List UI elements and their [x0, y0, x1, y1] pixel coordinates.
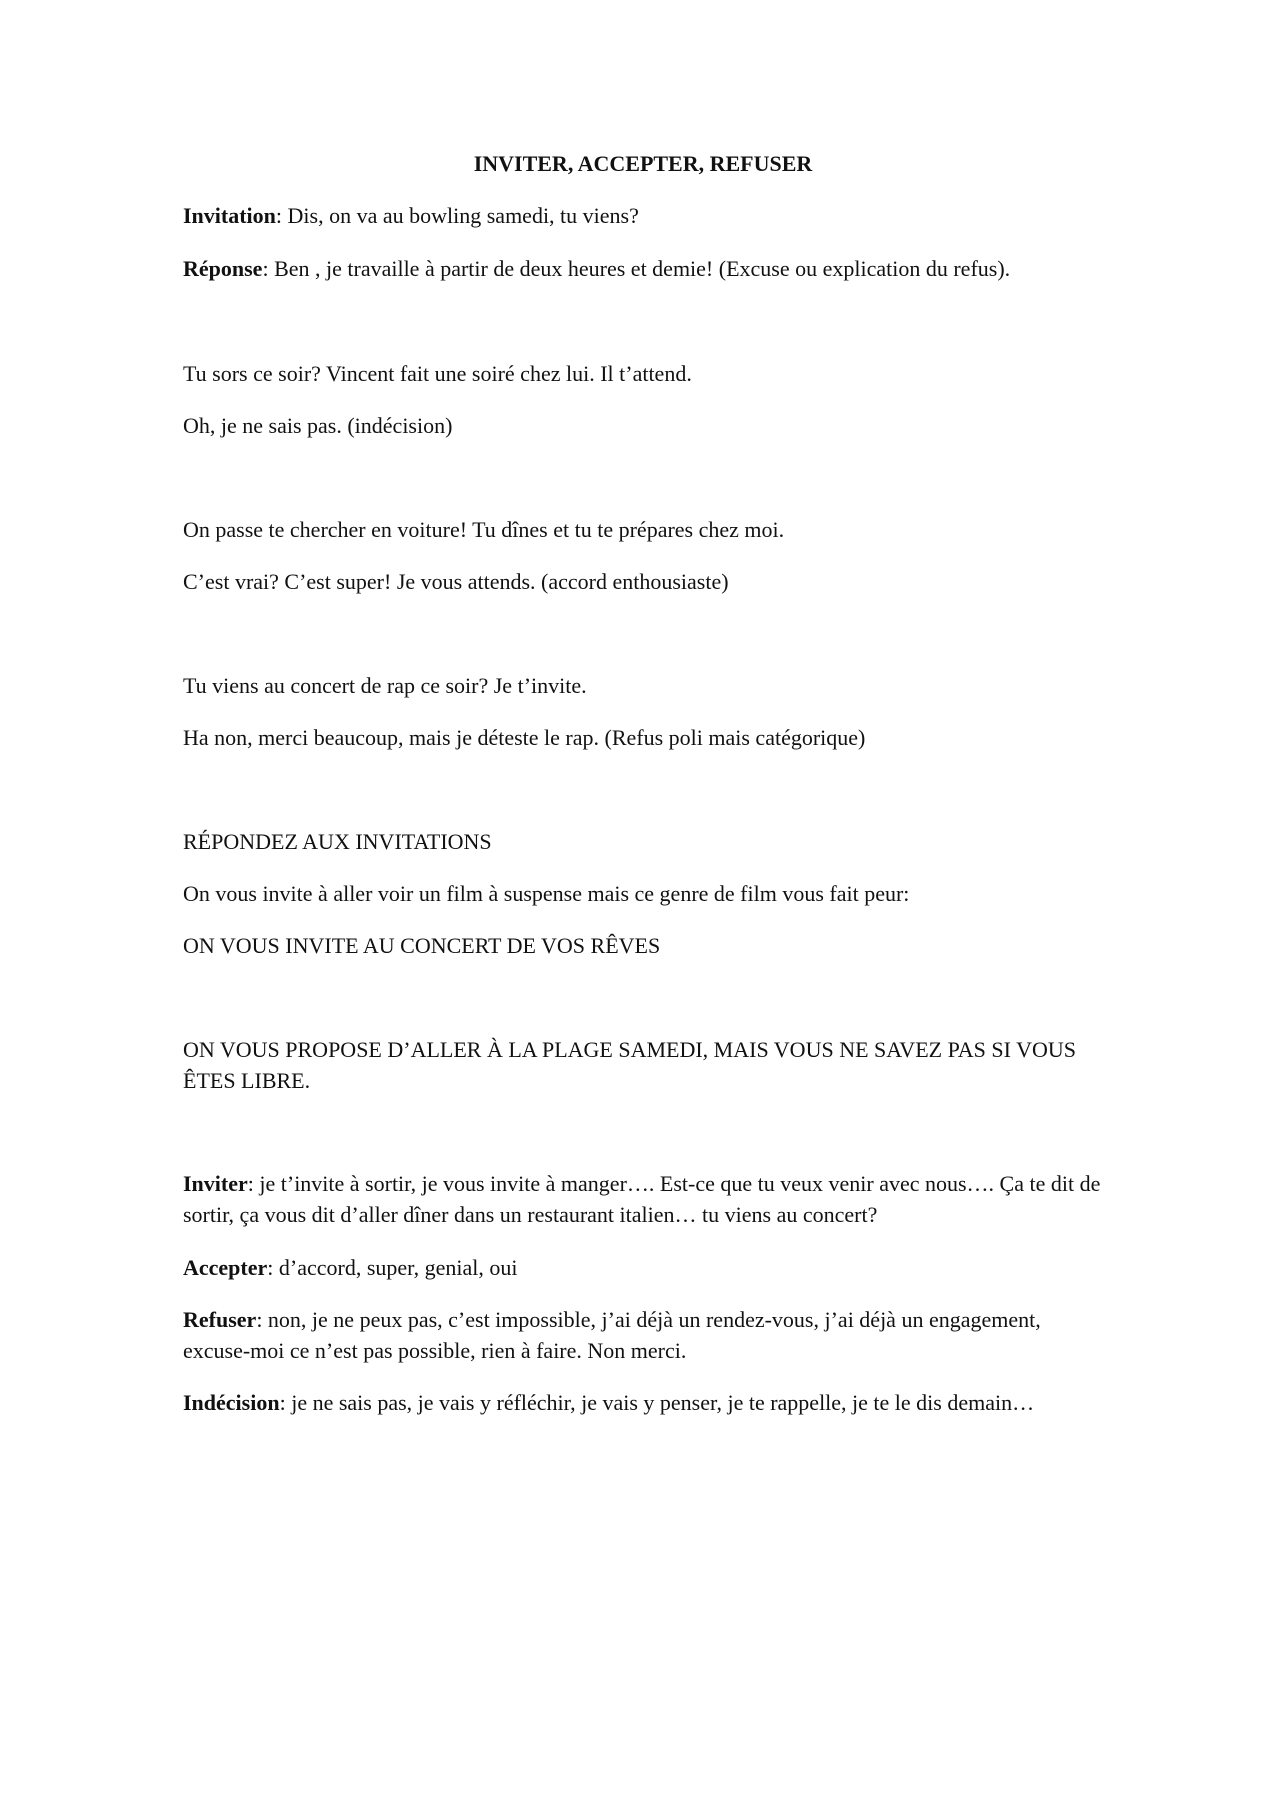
reponse-text: : Ben , je travaille à partir de deux heures et demie! (Excuse ou explication du refus). [262, 256, 1011, 281]
example-4-question: Tu viens au concert de rap ce soir? Je t’invite. [183, 673, 587, 698]
indecision-label: Indécision [183, 1390, 280, 1415]
vocab-accepter [183, 1252, 1103, 1283]
invitation-text: : Dis, on va au bowling samedi, tu viens? [275, 203, 639, 228]
example-2-answer: Oh, je ne sais pas. (indécision) [183, 413, 453, 438]
inviter-label: Inviter [183, 1171, 248, 1196]
indecision-text: : je ne sais pas, je vais y réfléchir, je vais y penser, je te rappelle, je te le dis demain… [279, 1390, 1035, 1415]
example-4-answer: Ha non, merci beaucoup, mais je déteste le rap. (Refus poli mais catégorique) [183, 725, 866, 750]
example-invitation [183, 200, 1103, 231]
exercise-heading: RÉPONDEZ AUX INVITATIONS [183, 829, 492, 854]
vocab-indecision [183, 1387, 1103, 1418]
reponse-label: Réponse [183, 256, 263, 281]
accepter-label: Accepter [183, 1255, 268, 1280]
exercise-item-1: On vous invite à aller voir un film à suspense mais ce genre de film vous fait peur: [183, 881, 910, 906]
refuser-text: : non, je ne peux pas, c’est impossible, j’ai déjà un rendez-vous, j’ai déjà un engagement, excuse-moi ce n’est pas possible, rien à faire. Non merci. [183, 1307, 1041, 1363]
document-title: INVITER, ACCEPTER, REFUSER [473, 151, 813, 176]
refuser-label: Refuser [183, 1307, 257, 1332]
invitation-label: Invitation [183, 203, 276, 228]
vocab-inviter [183, 1168, 1103, 1230]
accepter-text: : d’accord, super, genial, oui [267, 1255, 518, 1280]
vocab-refuser [183, 1304, 1103, 1366]
example-2-question: Tu sors ce soir? Vincent fait une soiré chez lui. Il t’attend. [183, 361, 692, 386]
example-3-answer: C’est vrai? C’est super! Je vous attends. (accord enthousiaste) [183, 569, 729, 594]
inviter-text: : je t’invite à sortir, je vous invite à manger…. Est-ce que tu veux venir avec nous…. Ça te dit de sortir, ça vous dit d’aller dîner dans un restaurant italien… tu viens au concert? [183, 1171, 1101, 1227]
exercise-item-3: ON VOUS PROPOSE D’ALLER À LA PLAGE SAMEDI, MAIS VOUS NE SAVEZ PAS SI VOUS ÊTES LIBRE. [183, 1037, 1076, 1093]
example-reponse [183, 253, 1103, 284]
example-3-question: On passe te chercher en voiture! Tu dînes et tu te prépares chez moi. [183, 517, 785, 542]
exercise-item-2: ON VOUS INVITE AU CONCERT DE VOS RÊVES [183, 933, 661, 958]
